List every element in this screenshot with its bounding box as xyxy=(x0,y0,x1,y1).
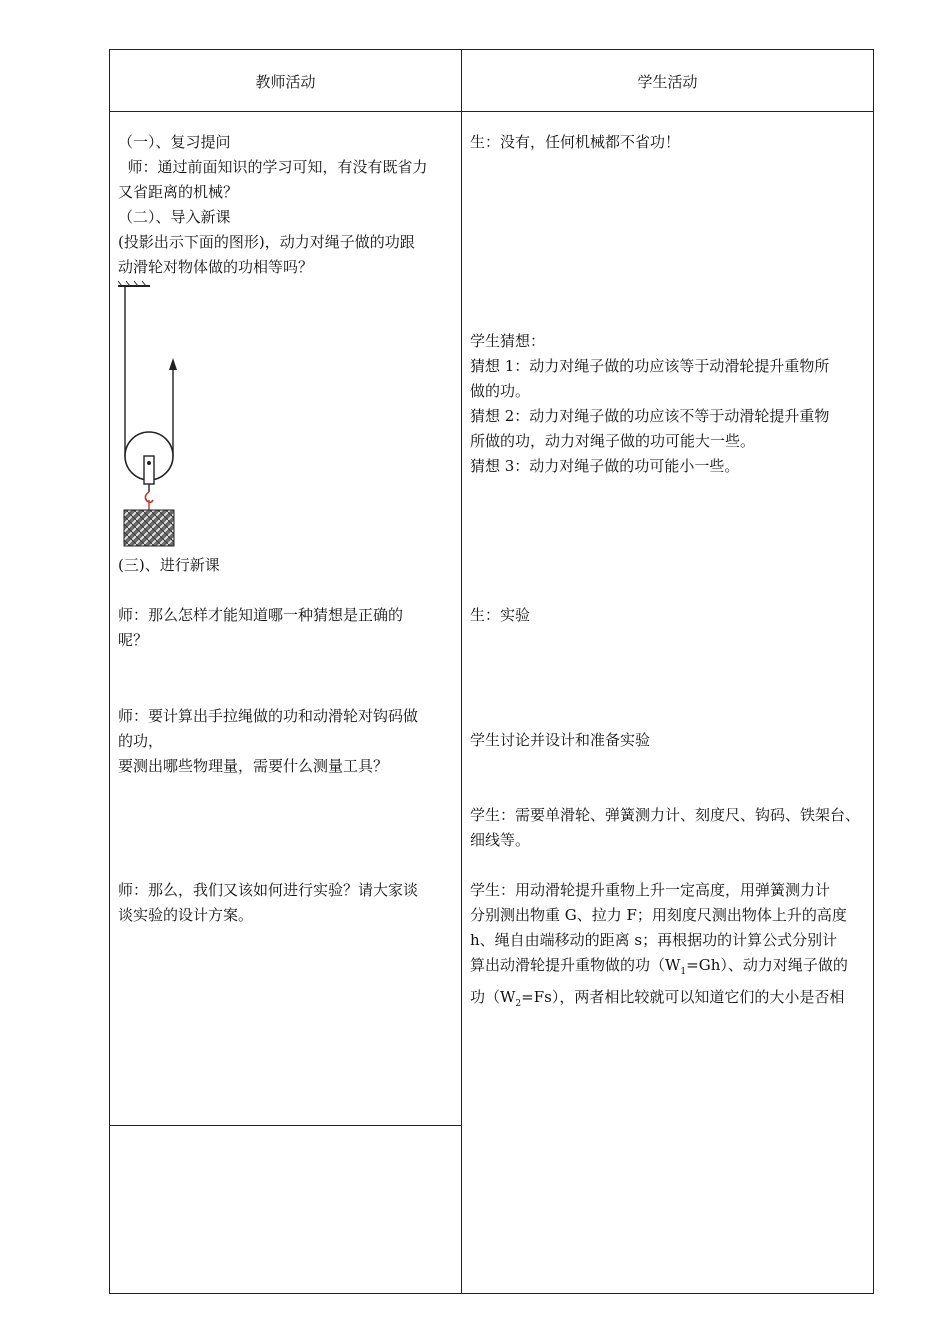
answer-experiment: 生：实验 xyxy=(470,606,531,624)
student-guesses xyxy=(470,329,829,479)
plan-line1: 学生：用动滑轮提升重物上升一定高度，用弹簧测力计 xyxy=(470,881,831,899)
intro-question-line2: 动滑轮对物体做的功相等吗？ xyxy=(118,258,314,276)
question-design-line1: 师：那么，我们又该如何进行实验？请大家谈 xyxy=(118,881,419,899)
student-tools xyxy=(470,803,860,853)
guess-title: 学生猜想： xyxy=(470,332,546,350)
question-measure-line3: 要测出哪些物理量，需要什么测量工具？ xyxy=(118,757,389,775)
plan-line5 xyxy=(470,985,848,1017)
plan-line5-part2: =Fs），两者相比较就可以知道它们的大小是否相 xyxy=(521,988,845,1006)
intro-question-line1: (投影出示下面的图形)，动力对绳子做的功跟 xyxy=(118,233,415,251)
guess2-line1: 猜想 2：动力对绳子做的功应该不等于动滑轮提升重物 xyxy=(470,407,830,425)
review-question-line1: 师：通过前面知识的学习可知，有没有既省力 xyxy=(118,158,428,176)
tools-line2: 细线等。 xyxy=(470,831,531,849)
discuss-text: 学生讨论并设计和准备实验 xyxy=(470,731,651,749)
plan-line3: h、绳自由端移动的距离 s；再根据功的计算公式分别计 xyxy=(470,931,838,949)
guess2-line2: 所做的功，动力对绳子做的功可能大一些。 xyxy=(470,432,756,450)
table-row-divider-left xyxy=(109,1125,461,1126)
question-how-line2: 呢？ xyxy=(118,631,149,649)
movable-pulley-diagram-icon xyxy=(112,280,182,552)
answer-review: 生：没有，任何机械都不省功！ xyxy=(470,133,681,151)
plan-line4-part2: =Gh）、动力对绳子做的 xyxy=(686,956,848,974)
student-answer-review xyxy=(470,130,680,155)
student-discuss xyxy=(470,728,650,753)
teacher-new-lesson-title xyxy=(118,553,220,578)
teacher-question-measure xyxy=(118,704,418,779)
guess1-line1: 猜想 1：动力对绳子做的功应该等于动滑轮提升重物所 xyxy=(470,357,830,375)
plan-line4 xyxy=(470,953,848,985)
teacher-question-design xyxy=(118,878,418,928)
student-plan xyxy=(470,878,848,1017)
plan-line2: 分别测出物重 G、拉力 F；用刻度尺测出物体上升的高度 xyxy=(470,906,847,924)
question-measure-line1: 师：要计算出手拉绳做的功和动滑轮对钩码做 xyxy=(118,707,419,725)
plan-line5-part1: 功（W xyxy=(470,988,516,1006)
plan-line4-part1: 算出动滑轮提升重物做的功（W xyxy=(470,956,681,974)
student-column-header xyxy=(462,50,873,112)
new-lesson-title: (三)、进行新课 xyxy=(118,556,220,574)
table-border-middle xyxy=(461,49,462,1294)
teacher-question-how xyxy=(118,603,403,653)
tools-line1: 学生：需要单滑轮、弹簧测力计、刻度尺、钩码、铁架台、 xyxy=(470,806,861,824)
teacher-review-block xyxy=(118,130,428,280)
question-design-line2: 谈实验的设计方案。 xyxy=(118,906,254,924)
review-question-line2: 又省距离的机械？ xyxy=(118,183,239,201)
student-answer-experiment xyxy=(470,603,530,628)
table-border-bottom xyxy=(109,1293,874,1294)
review-title: （一）、复习提问 xyxy=(118,133,231,151)
teacher-header-label: 教师活动 xyxy=(255,72,316,91)
teacher-column-header xyxy=(110,50,461,112)
plan-line5-subscript: 2 xyxy=(515,999,522,1009)
plan-line4-subscript: 1 xyxy=(680,967,687,977)
student-header-label: 学生活动 xyxy=(637,72,698,91)
table-border-right xyxy=(873,49,874,1294)
guess1-line2: 做的功。 xyxy=(470,382,531,400)
question-how-line1: 师：那么怎样才能知道哪一种猜想是正确的 xyxy=(118,606,404,624)
table-border-left xyxy=(109,49,110,1294)
guess3: 猜想 3：动力对绳子做的功可能小一些。 xyxy=(470,457,740,475)
intro-title: （二）、导入新课 xyxy=(118,208,231,226)
question-measure-line2: 的功， xyxy=(118,732,164,750)
